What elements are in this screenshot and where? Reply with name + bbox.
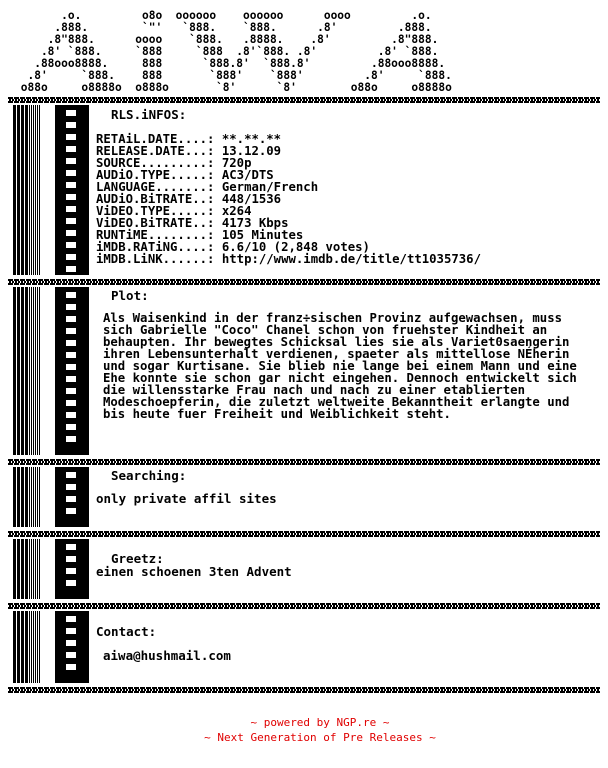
footer-tagline: ~ Next Generation of Pre Releases ~: [204, 731, 436, 744]
release-info-value: 6.6/10 (2,848 votes): [221, 240, 370, 254]
film-strip: [55, 539, 89, 599]
film-hole: [66, 472, 76, 478]
divider: [8, 687, 600, 693]
release-info-key: RUNTiME........:: [96, 228, 222, 242]
release-info-value: AC3/DTS: [221, 168, 274, 182]
film-hole: [66, 110, 76, 116]
film-strip: [55, 467, 89, 527]
film-hole: [66, 182, 76, 188]
release-info-value: German/French: [221, 180, 319, 194]
film-hole: [66, 146, 76, 152]
film-hole: [66, 206, 76, 212]
film-hole: [66, 496, 76, 502]
film-hole: [66, 194, 76, 200]
plot-text: Als Waisenkind in der franz÷sischen Provinz aufgewachsen, muss sich Gabrielle "Coco" Chanel schon von fruehster Kindheit an behaupten. Ihr bewegtes Schicksal lies sie als Variet0saengerin ihren Lebensunterhalt verdienen, spaeter als mittellose NÉherin und sogar Kurtisane. Sie blieb nie lange bei einem Mann und eine Ehe konnte sie schon gar nicht eingehen. Dennoch entwickelt sich die willensstarke Frau nach und nach zu einer etablierten Modeschoepferin, die zuletzt weltweite Bekanntheit erlangte und bis heute fuer Freiheit und Weiblichkeit steht.: [103, 311, 577, 421]
release-info-value: 720p: [221, 156, 252, 170]
film-hole: [66, 412, 76, 418]
release-info-key: iMDB.LiNK......:: [96, 252, 222, 266]
release-info-title: RLS.iNFOS:: [111, 107, 187, 122]
film-strip: [55, 611, 89, 683]
film-strip-decoration: [13, 539, 77, 599]
release-info-table: [96, 133, 481, 265]
release-info-key: AUDiO.BiTRATE..:: [96, 192, 222, 206]
film-strip-decoration: [13, 105, 77, 275]
greetz-text: einen schoenen 3ten Advent: [96, 564, 292, 579]
film-hole: [66, 628, 76, 634]
release-info-row: [96, 253, 481, 265]
film-hole: [66, 230, 76, 236]
film-hole: [66, 544, 76, 550]
release-info-key: iMDB.RATiNG....:: [96, 240, 222, 254]
film-hole: [66, 388, 76, 394]
release-info-key: ViDEO.TYPE.....:: [96, 204, 222, 218]
release-info-key: ViDEO.BiTRATE..:: [96, 216, 222, 230]
release-info-value: 448/1536: [221, 192, 282, 206]
film-hole: [66, 316, 76, 322]
film-strip-decoration: [13, 467, 77, 527]
film-hole: [66, 170, 76, 176]
film-strip: [55, 287, 89, 455]
contact-title: Contact:: [96, 624, 157, 639]
film-hole: [66, 376, 76, 382]
searching-text: only private affil sites: [96, 491, 277, 506]
film-hole: [66, 122, 76, 128]
divider: [8, 279, 600, 285]
release-info-key: RETAiL.DATE....:: [96, 132, 222, 146]
ascii-art-logo: .o. o8o oooooo oooooo oooo .o. .888. `"' `888. `888. .8' .888. .8"888. oooo `888. .8888. .8' .8"888. .8' `888. `888 `888 .8'`888. .8' .8' `888. .88ooo8888. 888 `888.8' `888.8' .88ooo8888. .8' `888. 888 `888' `888' .8' `888. o88o o8888o o888o `8' `8' o88o o8888o: [20, 9, 452, 94]
film-hole: [66, 158, 76, 164]
release-info-key: LANGUAGE.......:: [96, 180, 222, 194]
plot-title: Plot:: [111, 288, 149, 303]
divider: [8, 603, 600, 609]
film-strip-decoration: [13, 611, 77, 683]
film-hole: [66, 664, 76, 670]
film-hole: [66, 292, 76, 298]
film-hole: [66, 424, 76, 430]
film-hole: [66, 340, 76, 346]
film-hole: [66, 266, 76, 272]
film-strip: [55, 105, 89, 275]
release-info-value: 105 Minutes: [221, 228, 304, 242]
film-hole: [66, 568, 76, 574]
film-hole: [66, 556, 76, 562]
film-hole: [66, 640, 76, 646]
imdb-link[interactable]: http://www.imdb.de/title/tt1035736/: [221, 252, 481, 266]
release-info-key: SOURCE.........:: [96, 156, 222, 170]
footer-powered-by: ~ powered by NGP.re ~: [250, 716, 390, 729]
film-hole: [66, 616, 76, 622]
release-info-value: 13.12.09: [221, 144, 282, 158]
film-hole: [66, 254, 76, 260]
film-hole: [66, 580, 76, 586]
film-hole: [66, 242, 76, 248]
divider: [8, 459, 600, 465]
release-info-value: 4173 Kbps: [221, 216, 289, 230]
film-hole: [66, 304, 76, 310]
film-hole: [66, 436, 76, 442]
film-hole: [66, 364, 76, 370]
divider: [8, 531, 600, 537]
film-hole: [66, 352, 76, 358]
release-info-key: RELEASE.DATE...:: [96, 144, 222, 158]
greetz-title: Greetz:: [111, 551, 164, 566]
film-hole: [66, 484, 76, 490]
film-hole: [66, 508, 76, 514]
contact-email[interactable]: aiwa@hushmail.com: [103, 648, 231, 663]
searching-title: Searching:: [111, 468, 187, 483]
film-hole: [66, 218, 76, 224]
film-hole: [66, 652, 76, 658]
release-info-value: **.**.**: [221, 132, 282, 146]
release-info-value: x264: [221, 204, 252, 218]
film-strip-decoration: [13, 287, 77, 455]
film-hole: [66, 328, 76, 334]
release-info-key: AUDiO.TYPE.....:: [96, 168, 222, 182]
film-hole: [66, 400, 76, 406]
film-hole: [66, 134, 76, 140]
divider: [8, 97, 600, 103]
